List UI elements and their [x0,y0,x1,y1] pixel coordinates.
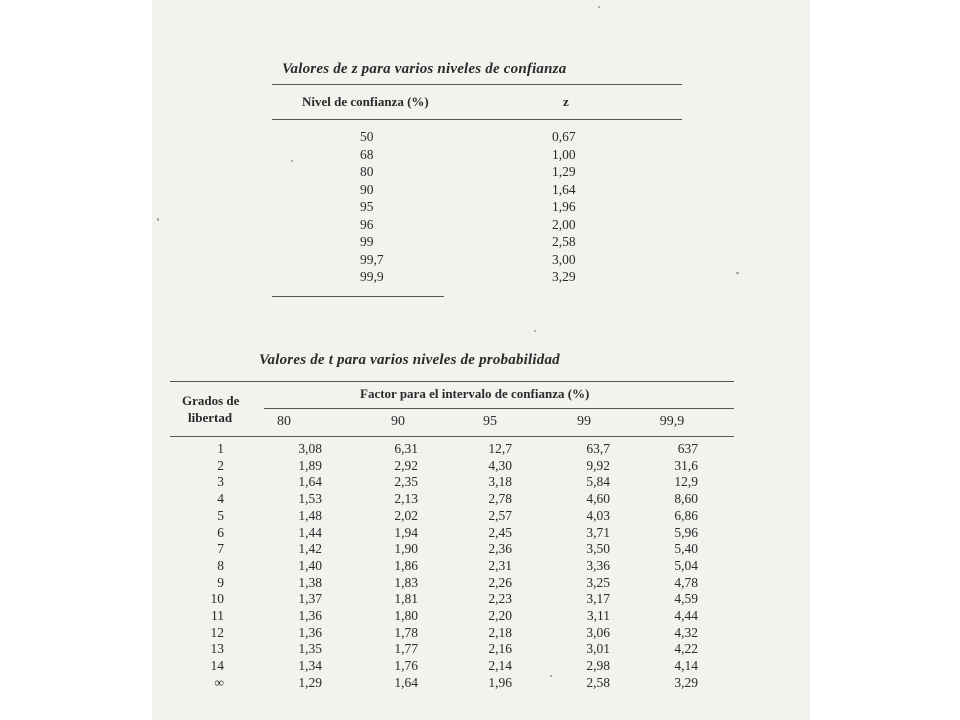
z-table-z-cell: 2,00 [552,216,576,232]
t-table-value-cell: 1,80 [394,608,418,623]
z-table-level-cell: 99,9 [360,269,384,284]
t-table-value-cell: 3,36 [586,557,610,573]
t-table-dof-cell: 8 [217,557,224,573]
z-table-z-cell: 2,58 [552,234,576,249]
t-table-header-dof-line2: libertad [188,410,233,425]
z-table-z-cell: 0,67 [552,129,576,144]
z-table-level-cell: 80 [360,164,374,179]
t-table-value-cell: 6,31 [394,441,418,456]
t-table-value-cell: 2,26 [488,574,512,590]
z-table-title: Valores de z para varios niveles de confianza [282,61,567,77]
t-table-value-cell: 2,78 [488,491,512,507]
t-table-value-cell: 3,17 [586,591,610,607]
t-table-value-cell: 1,96 [488,674,512,690]
t-table-value-cell: 3,06 [586,624,610,640]
z-table-header-z: z [563,94,569,109]
t-table-value-cell: 4,78 [674,574,698,590]
z-table-z-cell: 1,96 [552,199,576,214]
t-table-value-cell: 4,03 [586,507,610,523]
t-table-dof-cell: 4 [217,491,224,507]
t-table-header-dof-line1: Grados de [182,393,240,408]
t-table-dof-cell: 5 [217,507,224,523]
t-table-value-cell: 1,36 [298,608,322,623]
t-table-value-cell: 5,40 [674,541,698,557]
t-table-value-cell: 1,44 [298,524,322,540]
t-table-value-cell: 3,08 [298,441,322,456]
t-table-value-cell: 2,16 [488,641,512,657]
t-table-value-cell: 5,96 [674,524,698,540]
z-table-level-cell: 99 [360,234,374,249]
z-table-level-cell: 68 [360,146,374,162]
z-table-z-cell: 1,64 [552,181,576,197]
scanned-page [152,0,810,720]
t-table-factor-rule [264,408,734,409]
z-table-level-cell: 50 [360,129,374,144]
scan-speck [736,272,739,274]
t-table-value-cell: 637 [677,441,698,456]
scan-speck [291,160,293,162]
t-table-value-cell: 1,78 [394,624,418,640]
z-table-z-cell: 3,00 [552,251,576,267]
t-table-value-cell: 1,35 [298,641,322,657]
t-table-value-cell: 2,57 [488,507,512,523]
t-table-value-cell: 1,53 [298,491,322,507]
t-table-value-cell: 1,36 [298,624,322,640]
t-table-value-cell: 3,29 [674,674,698,690]
t-table-value-cell: 2,18 [488,624,512,640]
t-table-value-cell: 2,45 [488,524,512,540]
t-table-value-cell: 4,14 [674,658,698,674]
z-table-z-cell: 1,00 [552,146,576,162]
t-table-value-cell: 1,64 [394,674,418,690]
t-table-value-cell: 1,77 [394,641,418,657]
t-table-value-cell: 5,84 [586,474,610,490]
t-table-dof-cell: 14 [210,658,224,674]
t-table-value-cell: 12,7 [488,441,512,456]
t-table-value-cell: 2,92 [394,457,418,473]
t-table-value-cell: 3,71 [586,524,610,540]
t-table-value-cell: 1,48 [298,507,322,523]
t-table-value-cell: 3,01 [586,641,610,657]
scan-speck [157,218,159,221]
t-table-value-cell: 9,92 [586,457,610,473]
t-table-value-cell: 2,13 [394,491,418,507]
t-table-value-cell: 1,38 [298,574,322,590]
t-table-value-cell: 4,60 [586,491,610,507]
t-table-value-cell: 1,90 [394,541,418,557]
z-table-level-cell: 90 [360,181,374,197]
z-table-z-cell: 1,29 [552,164,576,179]
t-table-value-cell: 4,22 [674,641,698,657]
t-table-dof-cell: ∞ [214,674,224,690]
t-table-column-header: 99,9 [659,414,685,429]
z-table-header-level: Nivel de confianza (%) [302,94,429,109]
t-table-value-cell: 1,40 [298,557,322,573]
t-table-header-factor: Factor para el intervalo de confianza (%) [360,386,590,401]
t-table-dof-cell: 10 [210,591,224,607]
t-table-value-cell: 2,58 [586,674,610,690]
t-table-value-cell: 6,86 [674,507,698,523]
t-table-value-cell: 4,32 [674,624,698,640]
t-table-value-cell: 1,76 [394,658,418,674]
t-table-value-cell: 1,29 [298,674,322,690]
t-table-dof-cell: 9 [217,574,224,590]
t-table-dof-cell: 12 [210,624,224,640]
t-table-dof-cell: 3 [217,474,224,490]
z-table-level-cell: 99,7 [360,251,384,267]
z-table-top-rule [272,84,682,85]
t-table-value-cell: 4,30 [488,457,512,473]
scan-speck [534,330,536,332]
z-table-level-cell: 95 [360,199,374,214]
t-table-dof-cell: 13 [210,641,224,657]
t-table-value-cell: 1,94 [394,524,418,540]
t-table-dof-cell: 2 [217,457,224,473]
t-table-value-cell: 1,42 [298,541,322,557]
t-table-value-cell: 2,23 [488,591,512,607]
t-table-value-cell: 1,34 [298,658,322,674]
t-table-value-cell: 1,83 [394,574,418,590]
t-table-value-cell: 63,7 [586,441,610,456]
t-table-dof-cell: 7 [217,541,224,557]
scan-speck [550,675,552,677]
t-table-value-cell: 1,81 [394,591,418,607]
t-table-value-cell: 2,31 [488,557,512,573]
t-table-value-cell: 3,25 [586,574,610,590]
t-table-column-header: 80 [277,414,291,429]
t-table-column-header: 95 [483,414,497,429]
t-table-value-cell: 1,86 [394,557,418,573]
t-table-value-cell: 3,11 [586,608,610,623]
t-table-column-header: 99 [577,414,591,429]
z-table-header-rule [272,119,682,120]
t-table-dof-cell: 6 [217,524,224,540]
t-table-value-cell: 1,64 [298,474,322,490]
t-table-value-cell: 2,35 [394,474,418,490]
t-table-value-cell: 2,02 [394,507,418,523]
t-table-top-rule [170,381,734,382]
t-table-value-cell: 5,04 [674,557,698,573]
t-table-value-cell: 3,50 [586,541,610,557]
t-table-header-rule [170,436,734,437]
t-table-title: Valores de t para varios niveles de probabilidad [259,352,560,368]
t-table-value-cell: 12,9 [674,474,698,490]
t-table-dof-cell: 11 [211,608,224,623]
t-table-value-cell: 2,98 [586,658,610,674]
t-table-value-cell: 31,6 [674,457,698,473]
t-table-value-cell: 2,20 [488,608,512,623]
t-table-dof-cell: 1 [217,441,224,456]
t-table-value-cell: 1,37 [298,591,322,607]
t-table-value-cell: 4,59 [674,591,698,607]
t-table-value-cell: 1,89 [298,457,322,473]
z-table-bottom-rule [272,296,444,297]
z-table-level-cell: 96 [360,216,374,232]
t-table-value-cell: 4,44 [674,608,698,623]
t-table-value-cell: 2,36 [488,541,512,557]
scan-speck [598,6,600,8]
t-table-value-cell: 2,14 [488,658,512,674]
t-table-value-cell: 8,60 [674,491,698,507]
t-table-value-cell: 3,18 [488,474,512,490]
t-table-column-header: 90 [391,414,405,429]
z-table-z-cell: 3,29 [552,269,576,284]
